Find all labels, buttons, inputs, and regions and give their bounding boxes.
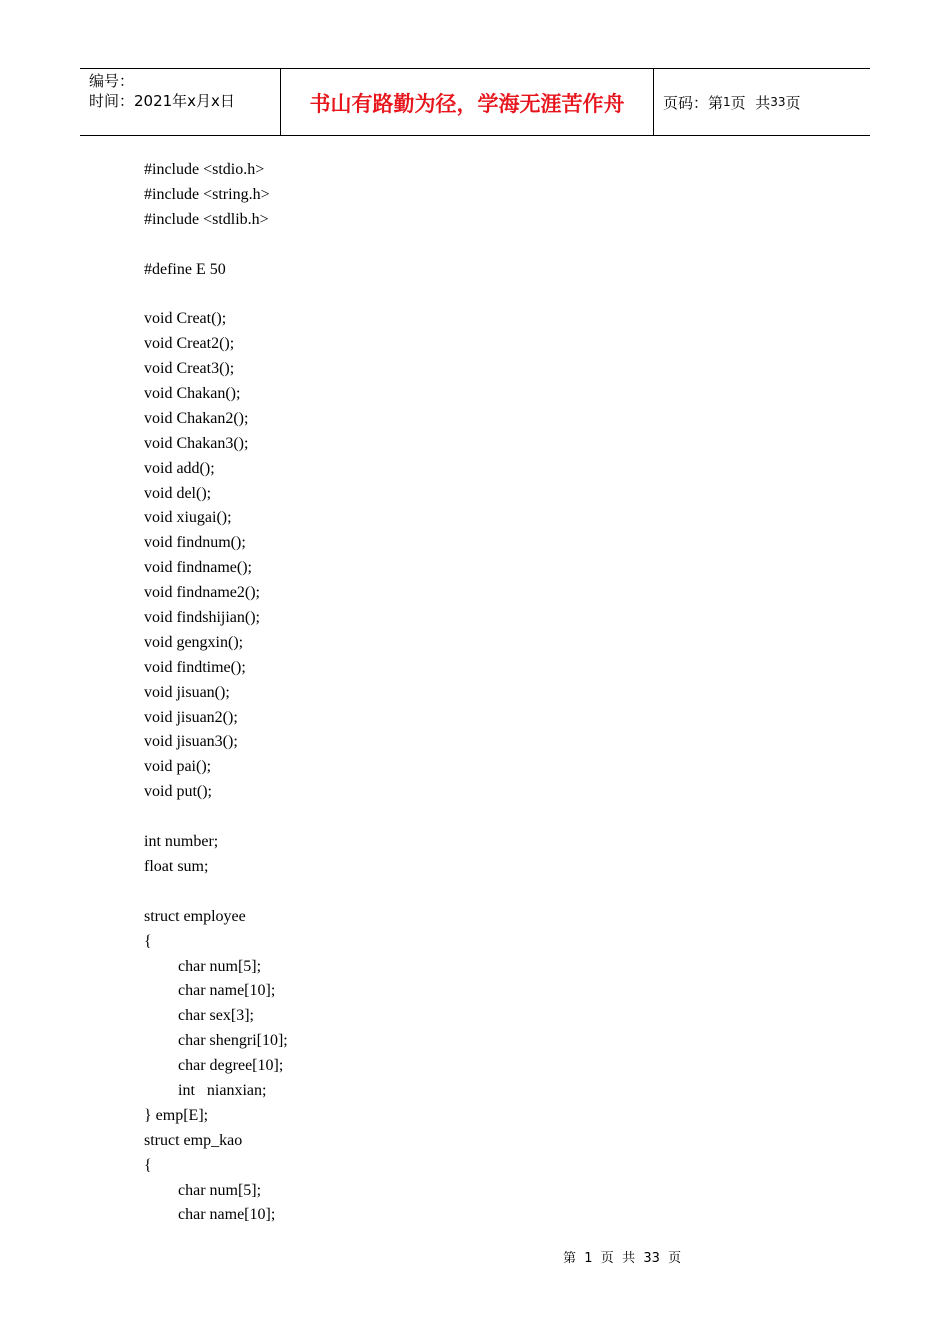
code-line: char degree[10]; <box>178 1057 284 1075</box>
page-mid: 页 共 <box>730 93 771 112</box>
header-motto: 书山有路勤为径，学海无涯苦作舟 <box>281 69 654 135</box>
code-line: char name[10]; <box>178 982 276 1000</box>
code-line: void put(); <box>144 783 212 801</box>
code-line: int number; <box>144 833 219 851</box>
code-line: char name[10]; <box>178 1206 276 1224</box>
code-line: void jisuan(); <box>144 683 230 701</box>
code-label: 编号： <box>89 72 135 90</box>
page-current: 1 <box>723 95 731 109</box>
code-line: void findnum(); <box>144 534 246 552</box>
page-footer: 第 1 页 共 33 页 <box>563 1251 682 1266</box>
code-line: void Creat2(); <box>144 335 235 353</box>
code-line: struct emp_kao <box>144 1131 243 1149</box>
page-suffix: 页 <box>785 93 801 112</box>
code-line: char num[5]; <box>178 957 262 975</box>
time-label: 时间：2021年x月x日 <box>89 92 235 110</box>
code-line: void pai(); <box>144 758 212 776</box>
code-line: #define E 50 <box>144 260 226 278</box>
code-line: void findname2(); <box>144 584 260 602</box>
code-line <box>144 233 288 258</box>
code-line <box>144 805 288 830</box>
code-line: char num[5]; <box>178 1181 262 1199</box>
header-page-info <box>654 69 870 135</box>
code-line: } emp[E]; <box>144 1106 209 1124</box>
page-header <box>80 68 870 136</box>
code-line: { <box>144 1156 152 1174</box>
code-line: void findshijian(); <box>144 609 260 627</box>
code-line: void Chakan(); <box>144 385 241 403</box>
code-block <box>144 158 288 1228</box>
code-line: void findname(); <box>144 559 252 577</box>
code-line: { <box>144 932 152 950</box>
code-line: void findtime(); <box>144 658 246 676</box>
code-line: struct employee <box>144 907 246 925</box>
code-line: void Creat(); <box>144 310 227 328</box>
code-line: void gengxin(); <box>144 633 244 651</box>
code-line: char sex[3]; <box>178 1007 254 1025</box>
code-line <box>144 880 288 905</box>
code-line: void jisuan3(); <box>144 733 238 751</box>
code-line: #include <stdlib.h> <box>144 210 269 228</box>
code-line: void xiugai(); <box>144 509 232 527</box>
code-line: #include <string.h> <box>144 185 270 203</box>
code-line: void jisuan2(); <box>144 708 238 726</box>
page-prefix: 页码：第 <box>663 93 724 112</box>
header-meta <box>80 69 281 135</box>
code-line: float sum; <box>144 857 209 875</box>
code-line: void add(); <box>144 459 215 477</box>
code-line: void Creat3(); <box>144 360 235 378</box>
code-line: int nianxian; <box>178 1081 267 1099</box>
code-line: char shengri[10]; <box>178 1032 288 1050</box>
page-total: 33 <box>770 95 786 109</box>
code-line <box>144 282 288 307</box>
code-line: void Chakan2(); <box>144 409 249 427</box>
code-line: #include <stdio.h> <box>144 161 265 178</box>
code-line: void del(); <box>144 484 212 502</box>
code-line: void Chakan3(); <box>144 434 249 452</box>
